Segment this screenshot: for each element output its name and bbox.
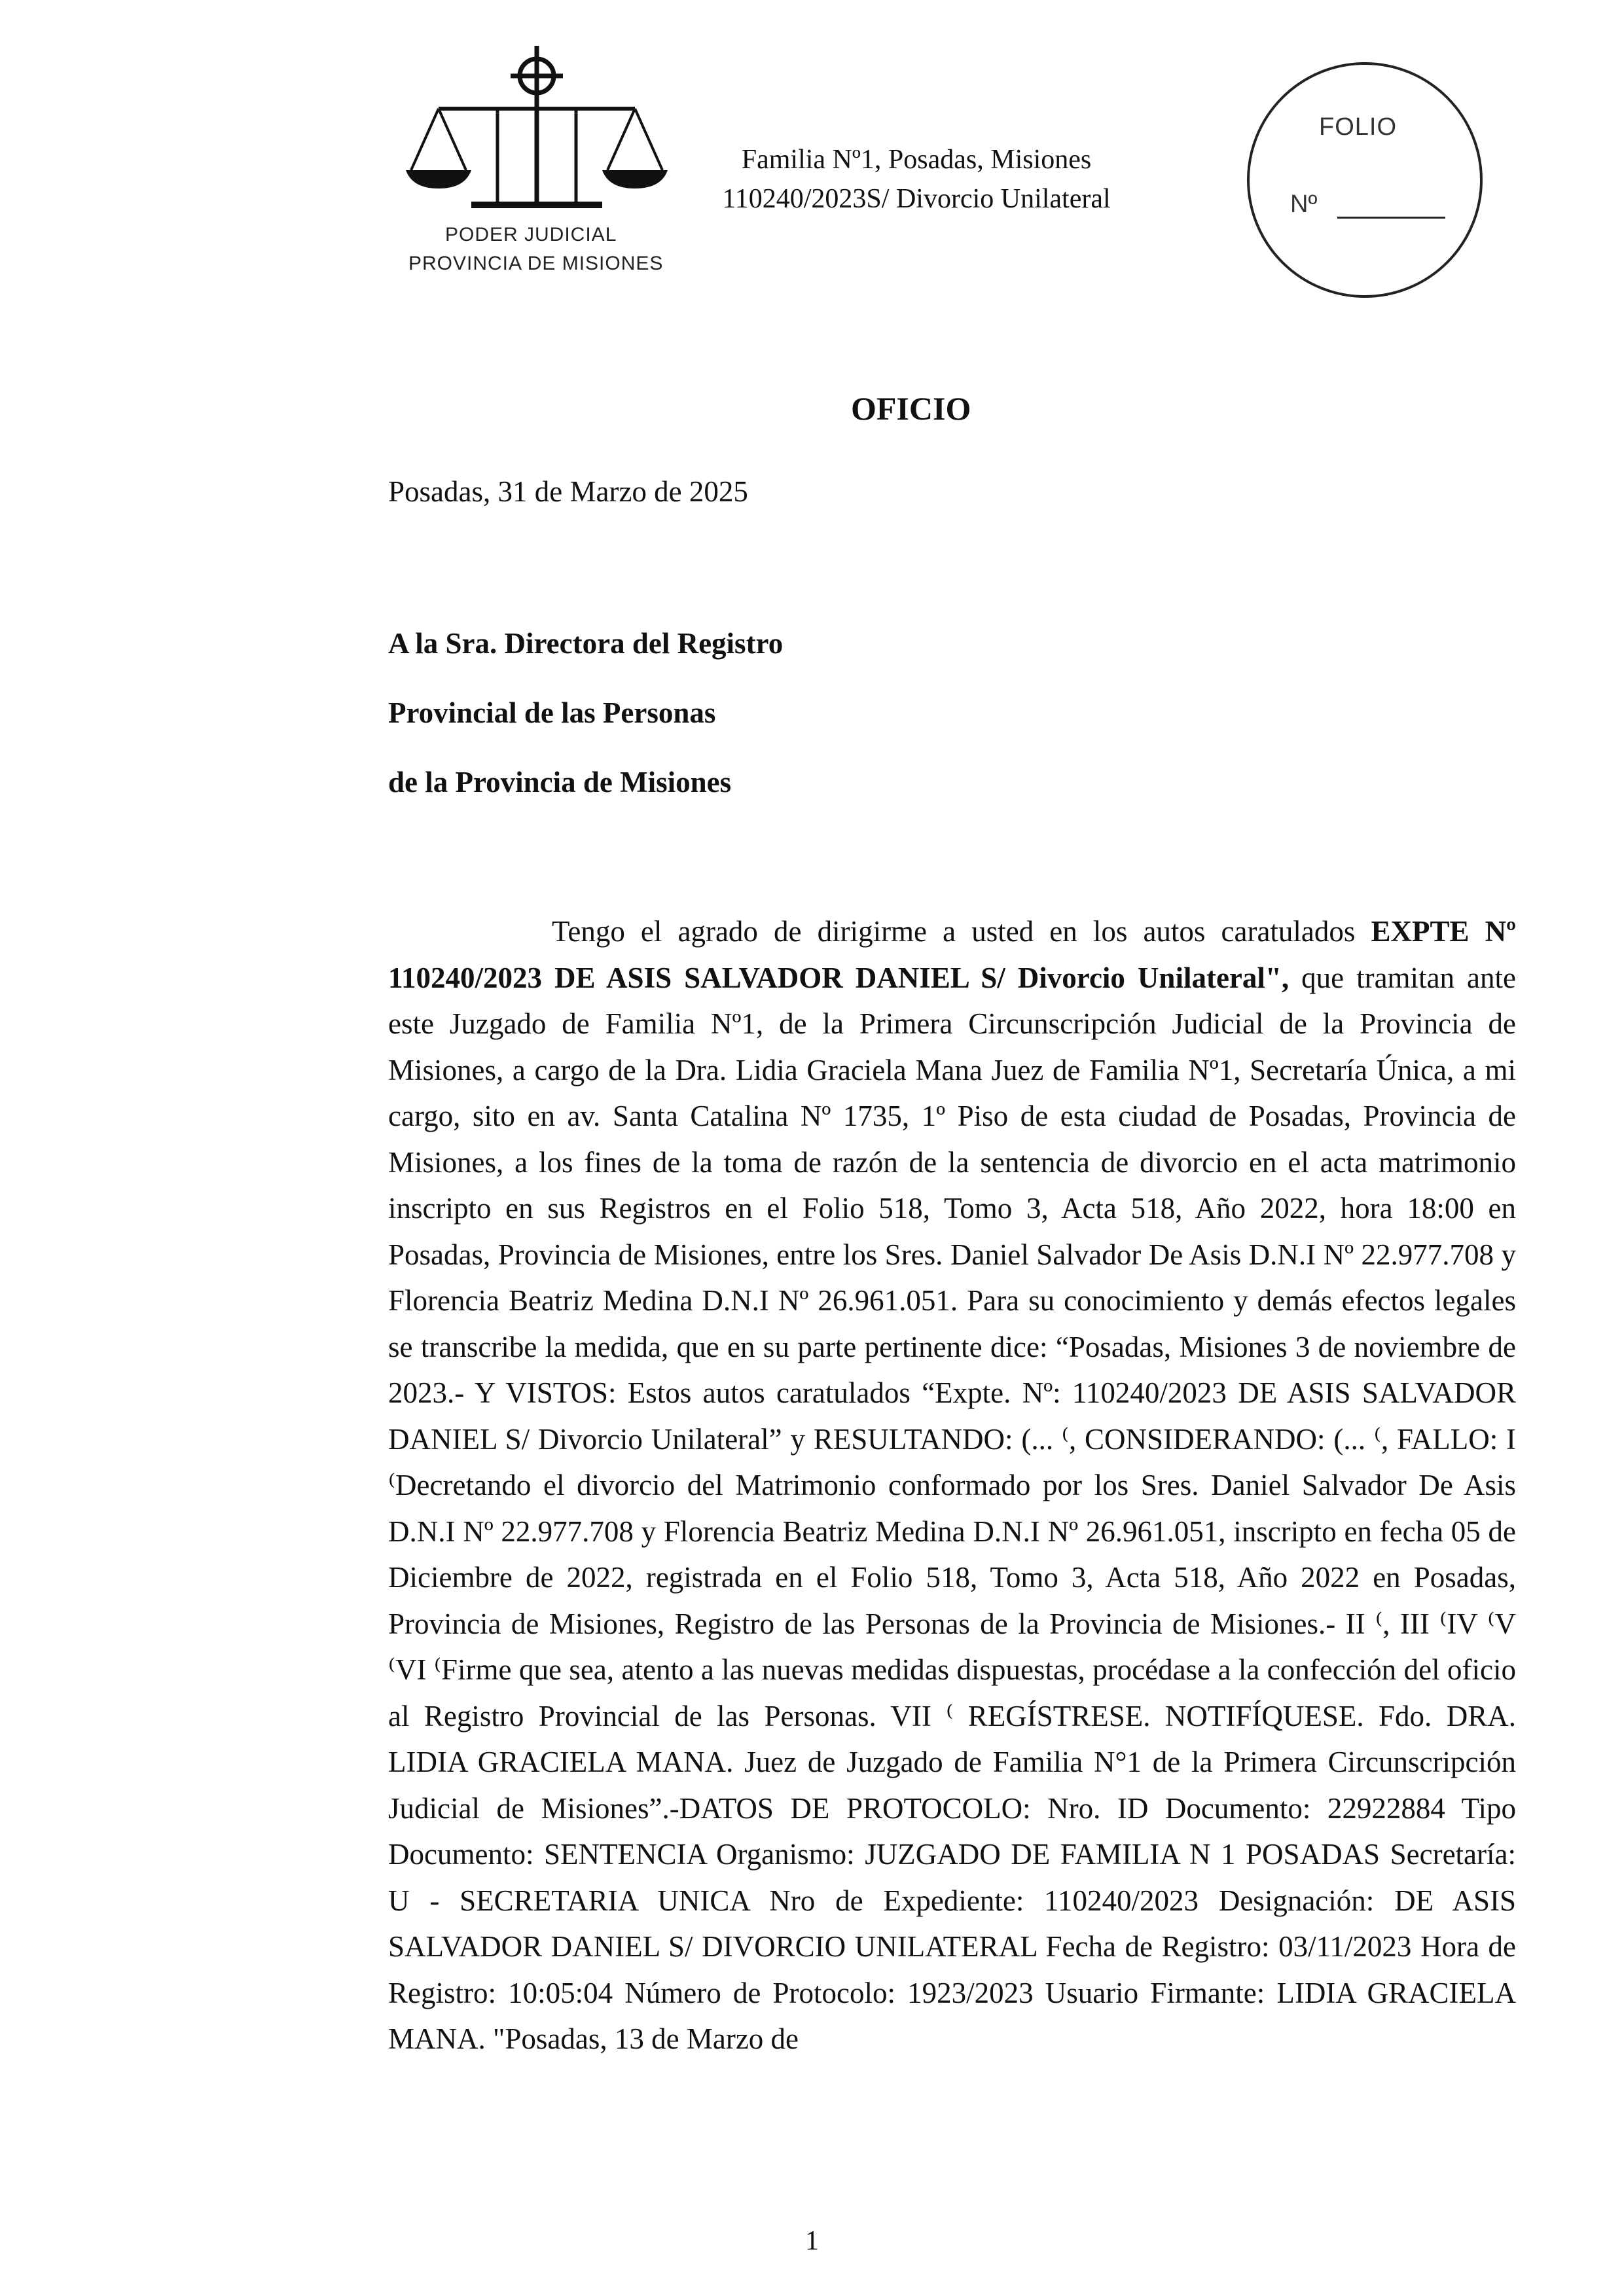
- folio-circle: [1247, 62, 1483, 298]
- document-title: OFICIO: [851, 390, 971, 427]
- court-line: Familia Nº1, Posadas, Misiones: [741, 145, 1092, 175]
- case-line: 110240/2023S/ Divorcio Unilateral: [722, 184, 1111, 214]
- body-main-text: que tramitan ante este Juzgado de Familia Nº1, de la Primera Circunscripción Judicial de la Provincia de Misiones, a cargo de la Dra. Lidia Graciela Mana Juez de Familia Nº1, Secretaría Única, a mi cargo, sito en av. Santa Catalina Nº 1735, 1º Piso de esta ciudad de Posadas, Provincia de Misiones, a los fines de la toma de razón de la sentencia de divorcio en el acta matrimonio inscripto en sus Registros en el Folio 518, Tomo 3, Acta 518, Año 2022, hora 18:00 en Posadas, Provincia de Misiones, entre los Sres. Daniel Salvador De Asis D.N.I Nº 22.977.708 y Florencia Beatriz Medina D.N.I Nº 26.961.051. Para su conocimiento y demás efectos legales se transcribe la medida, que en su parte pertinente dice: “Posadas, Misiones 3 de noviembre de 2023.- Y VISTOS: Estos autos caratulados “Expte. Nº: 110240/2023 DE ASIS SALVADOR DANIEL S/ Divorcio Unilateral” y RESULTANDO: (... ⁽, CONSIDERANDO: (... ⁽, FALLO: I ⁽Decretando el divorcio del Matrimonio conformado por los Sres. Daniel Salvador De Asis D.N.I Nº 22.977.708 y Florencia Beatriz Medina D.N.I Nº 26.961.051, inscripto en fecha 05 de Diciembre de 2022, registrada en el Folio 518, Tomo 3, Acta 518, Año 2022 en Posadas, Provincia de Misiones, Registro de las Personas de la Provincia de Misiones.- II ⁽, III ⁽IV ⁽V ⁽VI ⁽Firme que sea, atento a las nuevas medidas dispuestas, procédase a la confección del oficio al Registro Provincial de las Personas. VII ⁽ REGÍSTRESE. NOTIFÍQUESE. Fdo. DRA. LIDIA GRACIELA MANA. Juez de Juzgado de Familia N°1 de la Primera Circunscripción Judicial de Misiones”.-DATOS DE PROTOCOLO: Nro. ID Documento: 22922884 Tipo Documento: SENTENCIA Organismo: JUZGADO DE FAMILIA N 1 POSADAS Secretaría: U - SECRETARIA UNICA Nro de Expediente: 110240/2023 Designación: DE ASIS SALVADOR DANIEL S/ DIVORCIO UNILATERAL Fecha de Registro: 03/11/2023 Hora de Registro: 10:05:04 Número de Protocolo: 1923/2023 Usuario Firmante: LIDIA GRACIELA MANA. "Posadas, 13 de Marzo de: [388, 961, 1516, 2055]
- addressee-line: Provincial de las Personas: [388, 696, 716, 729]
- page-number: 1: [805, 2226, 819, 2256]
- logo-line-provincia: PROVINCIA DE MISIONES: [408, 253, 664, 274]
- folio-number-label: Nº: [1290, 190, 1318, 218]
- addressee-line: de la Provincia de Misiones: [388, 766, 732, 798]
- scales-of-justice-icon: [399, 39, 674, 223]
- folio-stamp: [1247, 62, 1483, 298]
- logo-line-poder-judicial: PODER JUDICIAL: [445, 224, 617, 245]
- body-text: [388, 908, 1516, 2062]
- folio-label: FOLIO: [1319, 113, 1398, 141]
- document-date: Posadas, 31 de Marzo de 2025: [388, 475, 748, 508]
- case-title-bold: EXPTE Nº 110240/2023 DE ASIS SALVADOR DANIEL S/ Divorcio Unilateral",: [388, 915, 1516, 994]
- poder-judicial-logo: [399, 39, 674, 288]
- body-intro: Tengo el agrado de dirigirme a usted en los autos caratulados: [552, 915, 1371, 948]
- addressee-line: A la Sra. Directora del Registro: [388, 627, 784, 660]
- case-reference: [655, 140, 1178, 219]
- folio-number-line: [1337, 217, 1445, 219]
- addressee-block: [388, 609, 783, 817]
- body-paragraph: [388, 908, 1516, 2062]
